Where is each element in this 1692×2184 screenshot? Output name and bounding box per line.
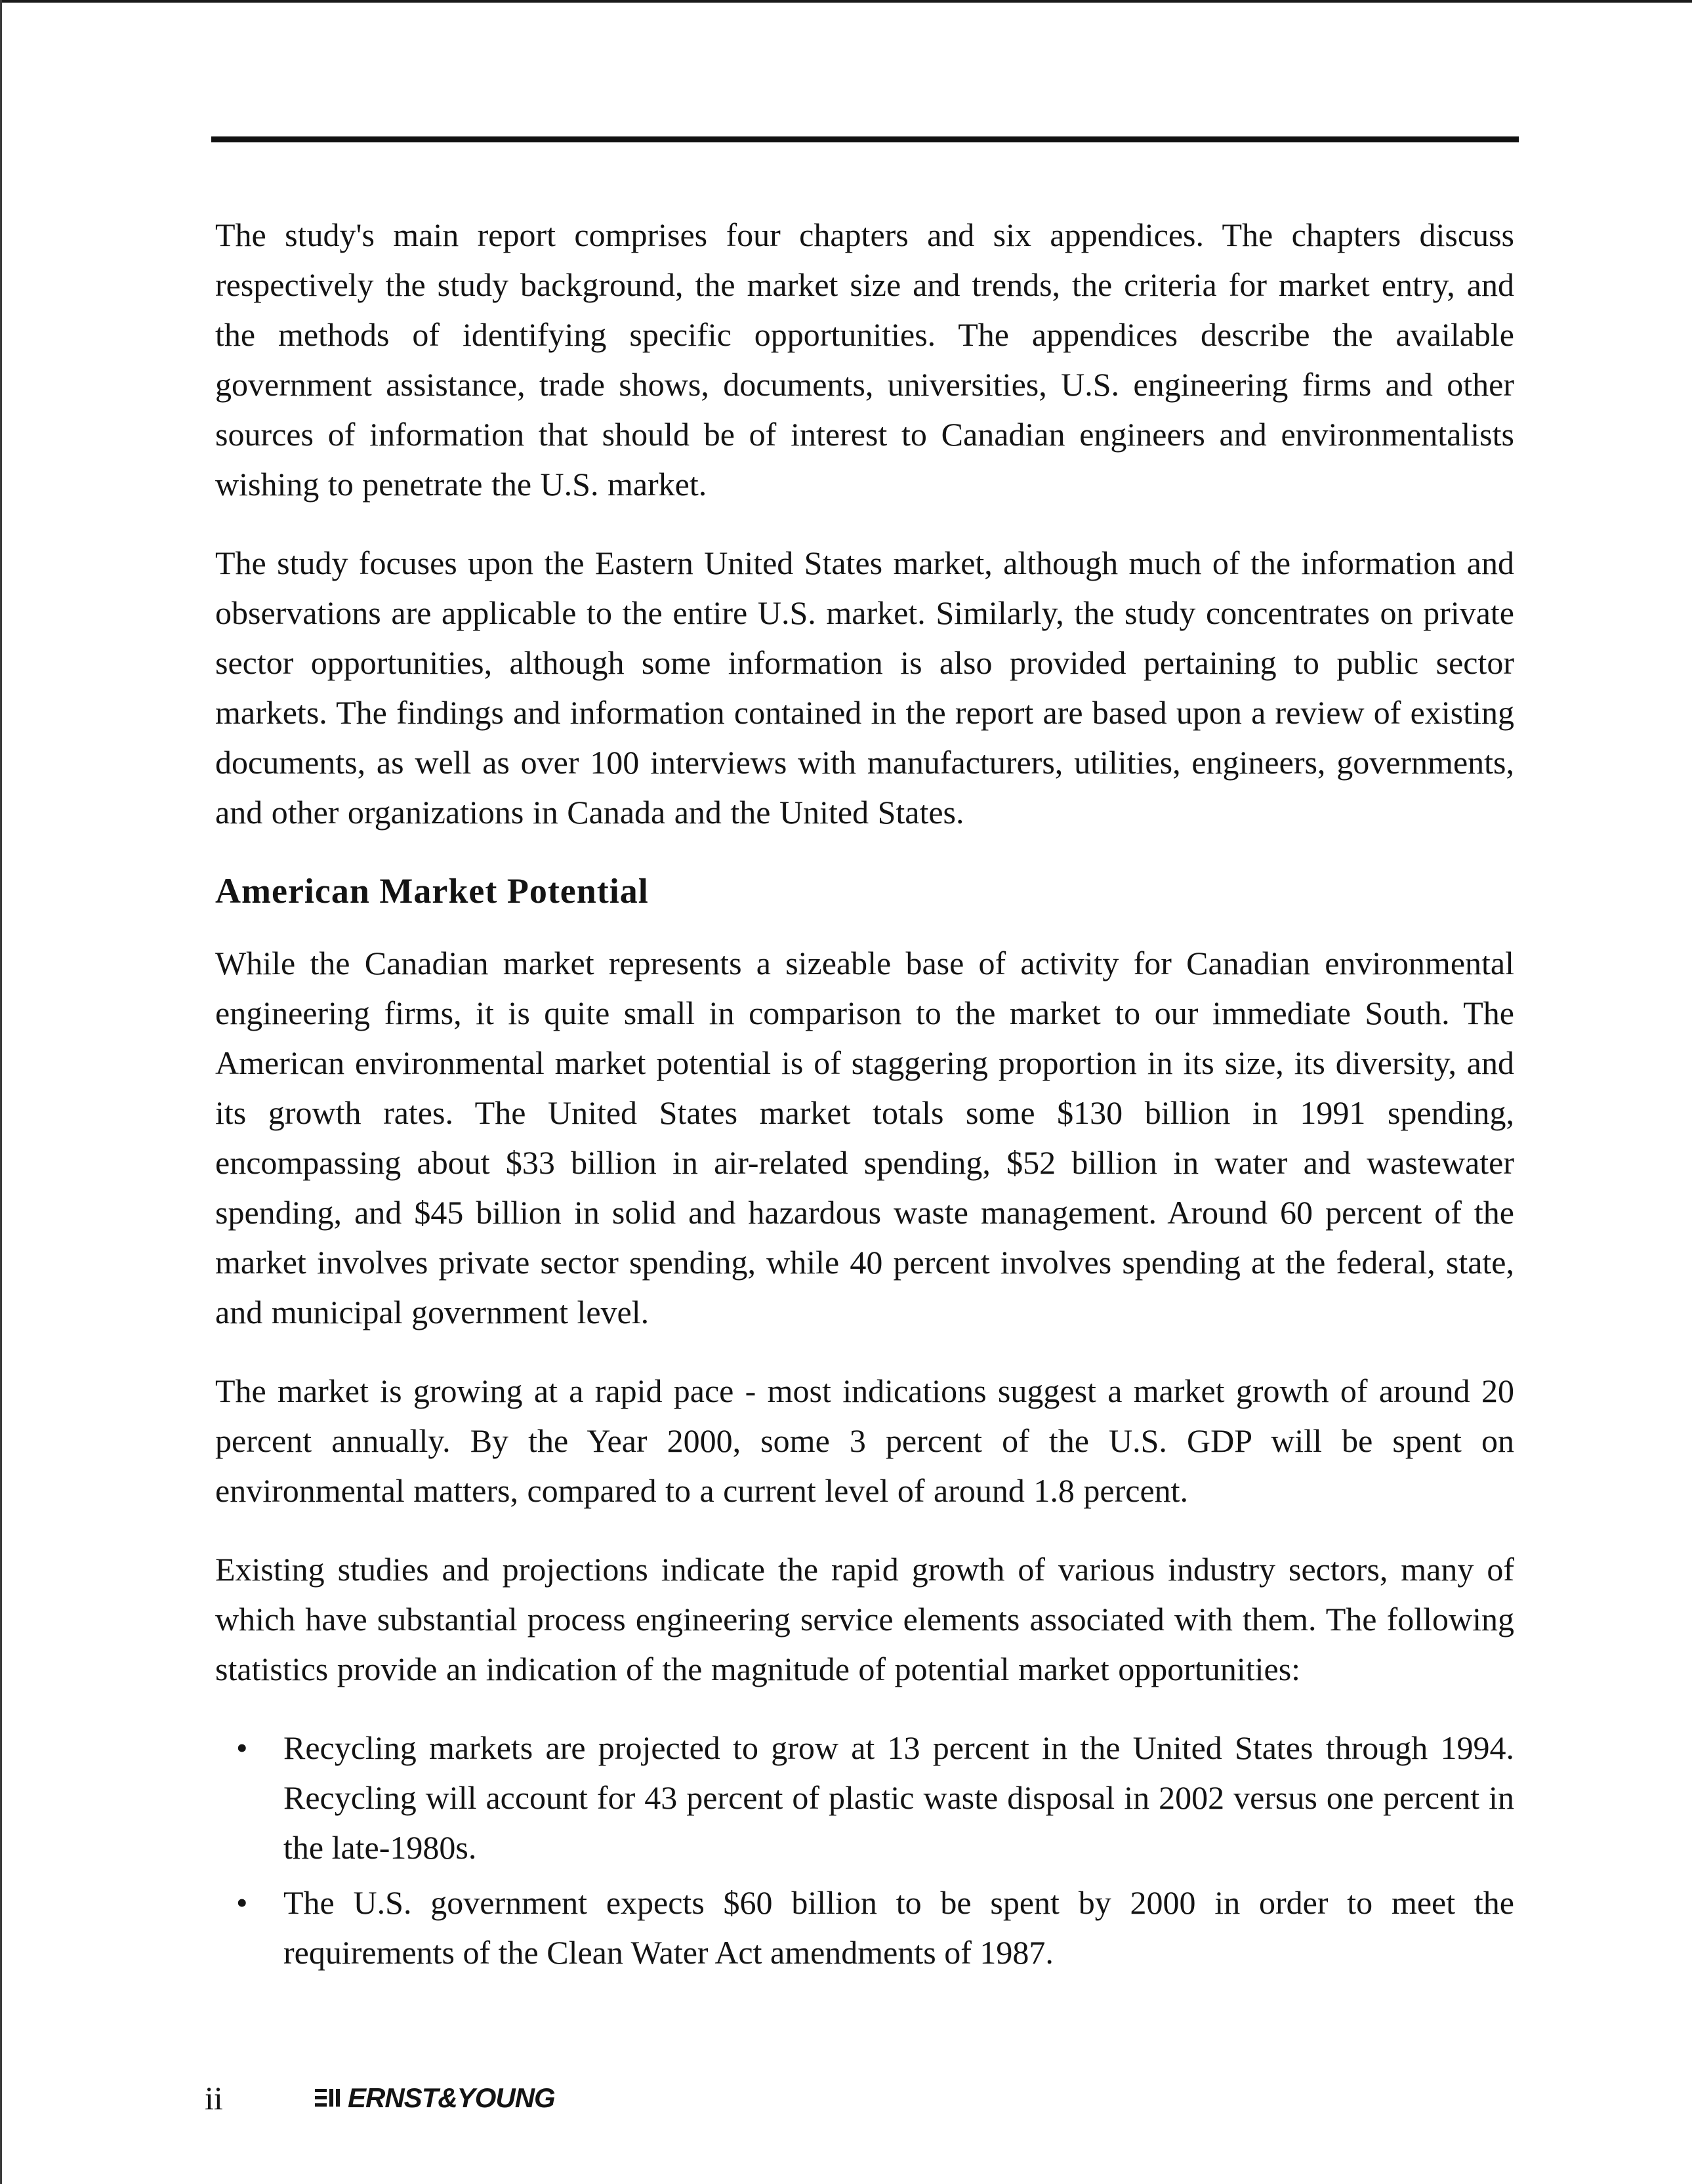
paragraph-market-size: While the Canadian market represents a sizeable base of activity for Canadian environmental engineering firms, it is quite small in comparison to the market to our immediate South. The American environmental market potential is of staggering proportion in its size, its diversity, and its growth rates. The United States market totals some $130 billion in 1991 spending, encompassing about $33 billion in air-related spending, $52 billion in water and wastewater spending, and $45 billion in solid and hazardous waste management. Around 60 percent of the market involves private sector spending, while 40 percent involves spending at the federal, state, and municipal government level. bbox=[215, 945, 1514, 1330]
bullet-icon: • bbox=[236, 1729, 248, 1766]
ernst-young-logo-mark-icon bbox=[314, 2085, 344, 2111]
paragraph-report-structure: The study's main report comprises four chapters and six appendices. The chapters discuss respectively the study background, the market size and trends, the criteria for market entry, and the methods of identifying specific opportunities. The appendices describe the available government assistance, trade shows, documents, universities, U.S. engineering firms and other sources of information that should be of interest to Canadian engineers and environmentalists wishing to penetrate the U.S. market. bbox=[215, 216, 1514, 503]
list-item-text: Recycling markets are projected to grow at 13 percent in the United States through 1994. Recycling will account for 43 percent of plastic waste disposal in 2002 versus one percent in the late-1980s. bbox=[283, 1729, 1514, 1866]
logo-text: ERNST&YOUNG bbox=[348, 2082, 555, 2113]
paragraph-market-growth: The market is growing at a rapid pace - most indications suggest a market growth of around 20 percent annually. By the Year 2000, some 3 percent of the U.S. GDP will be spent on environmental matters, compared to a current level of around 1.8 percent. bbox=[215, 1372, 1514, 1509]
list-item bbox=[215, 1878, 1514, 1977]
page-number: ii bbox=[205, 2080, 223, 2116]
paragraph-study-focus: The study focuses upon the Eastern United States market, although much of the information and observations are applicable to the entire U.S. market. Similarly, the study concentrates on private sector opportunities, although some information is also provided pertaining to public sector markets. The findings and information contained in the report are based upon a review of existing documents, as well as over 100 interviews with manufacturers, utilities, engineers, governments, and other organizations in Canada and the United States. bbox=[215, 545, 1514, 831]
scan-top-edge bbox=[0, 0, 1692, 3]
page-footer bbox=[205, 2078, 1386, 2124]
header-rule bbox=[211, 136, 1519, 142]
page-body bbox=[215, 210, 1514, 1983]
list-item bbox=[215, 1723, 1514, 1872]
bullet-icon: • bbox=[236, 1884, 248, 1921]
section-heading: American Market Potential bbox=[215, 871, 649, 911]
paragraph-industry-sectors: Existing studies and projections indicate the rapid growth of various industry sectors, many of which have substantial process engineering service elements associated with them. The following statistics provide an indication of the magnitude of potential market opportunities: bbox=[215, 1551, 1514, 1687]
ernst-young-logo bbox=[314, 2080, 555, 2116]
statistics-list bbox=[215, 1723, 1514, 1977]
list-item-text: The U.S. government expects $60 billion to be spent by 2000 in order to meet the requirements of the Clean Water Act amendments of 1987. bbox=[283, 1884, 1514, 1971]
scan-left-edge bbox=[0, 0, 2, 2184]
